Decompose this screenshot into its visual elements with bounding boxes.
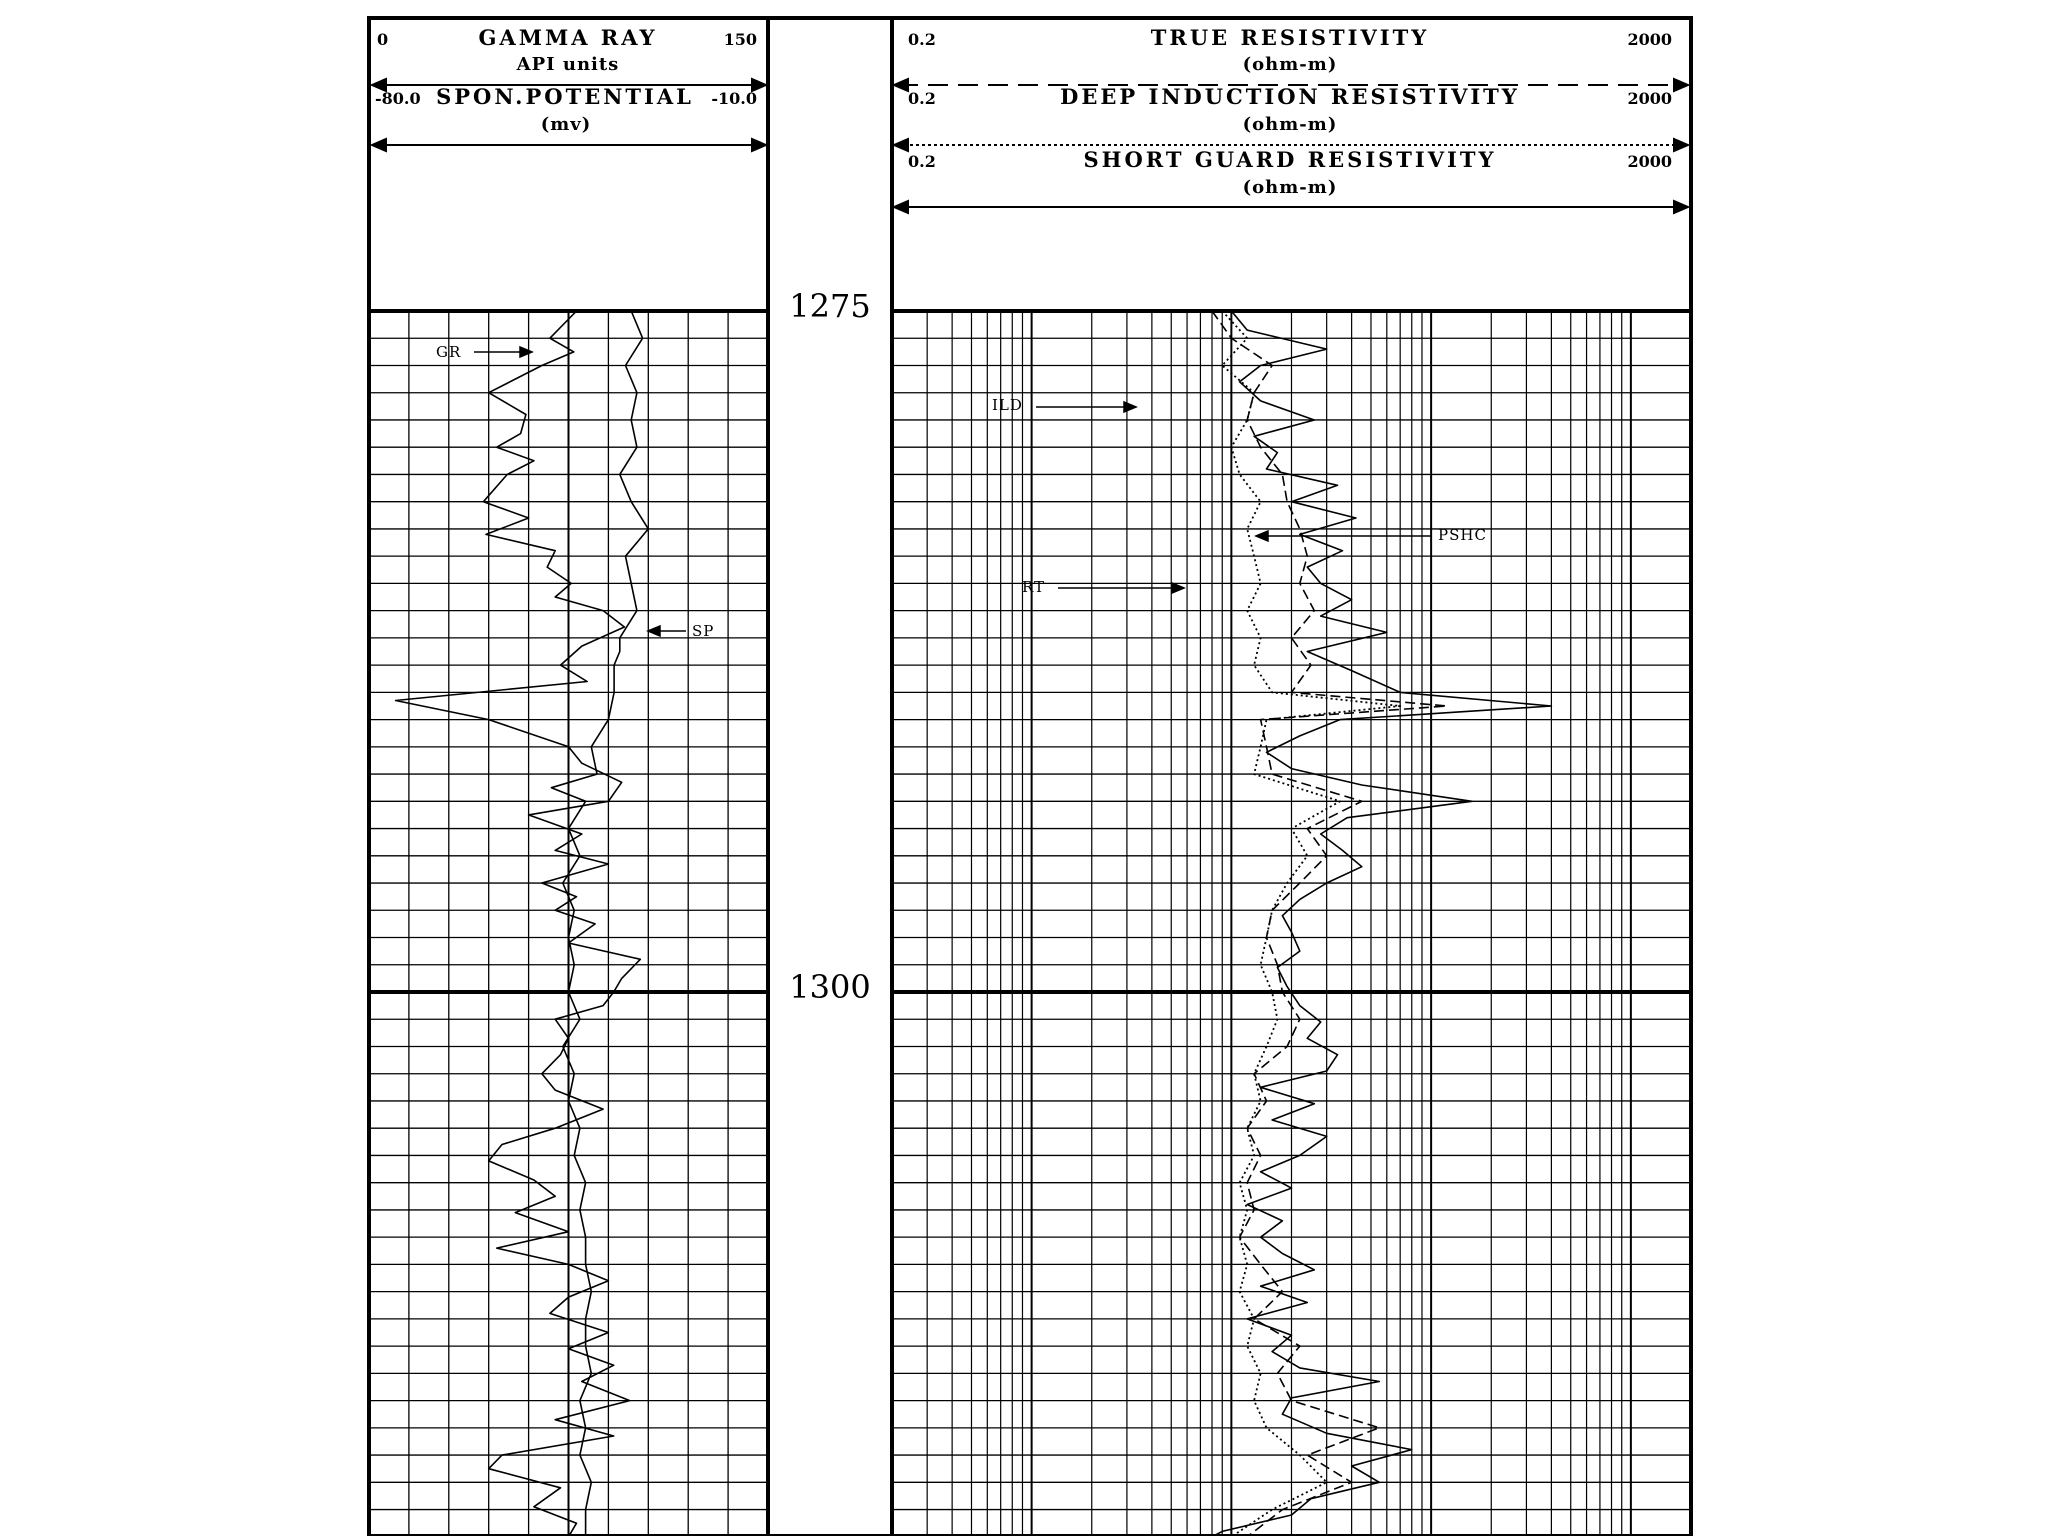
sp-callout-label: SP: [692, 622, 715, 640]
true-resistivity-max-label: 2000: [1627, 30, 1672, 49]
true-resistivity-unit: (ohm-m): [1242, 54, 1338, 75]
gr-callout-arrow: [474, 347, 532, 357]
log-frame: [369, 18, 1691, 1536]
track1-grid: [369, 311, 768, 1536]
track1-header: [372, 25, 766, 151]
ild-callout-arrow: [1036, 402, 1136, 412]
pshc-callout-label: PSHC: [1438, 526, 1487, 544]
track2-header: [894, 25, 1688, 213]
true-resistivity-min-label: 0.2: [908, 30, 936, 49]
short-guard-min-label: 0.2: [908, 152, 936, 171]
sp-callout-arrow: [648, 626, 686, 636]
sp-scale-arrow: [372, 139, 766, 151]
gamma-ray-max-label: 150: [723, 30, 757, 49]
frame-border: [369, 18, 1691, 1536]
deep-induction-max-label: 2000: [1627, 89, 1672, 108]
deep-induction-min-label: 0.2: [908, 89, 936, 108]
mnemonic-callouts: [436, 343, 1487, 640]
depth-label-1275: 1275: [789, 287, 871, 325]
ild-callout-label: ILD: [992, 396, 1023, 414]
short-guard-unit: (ohm-m): [1242, 177, 1338, 198]
deep-induction-title: DEEP INDUCTION RESISTIVITY: [1060, 84, 1520, 109]
true-resistivity-title: TRUE RESISTIVITY: [1150, 25, 1430, 50]
sp-title: SPON.POTENTIAL: [436, 84, 694, 109]
gamma-ray-curve: [396, 311, 641, 1536]
rt-callout-arrow: [1058, 583, 1184, 593]
sp-unit: (mv): [540, 114, 592, 135]
short-guard-max-label: 2000: [1627, 152, 1672, 171]
spon-potential-curve: [551, 311, 648, 1536]
depth-label-1300: 1300: [789, 968, 871, 1006]
rt-callout-label: RT: [1022, 578, 1046, 596]
sp-max-label: -10.0: [711, 89, 757, 108]
gamma-ray-min-label: 0: [377, 30, 389, 49]
short-guard-title: SHORT GUARD RESISTIVITY: [1083, 147, 1497, 172]
short-guard-curve: [1212, 311, 1551, 1536]
gr-callout-label: GR: [436, 343, 462, 361]
gamma-ray-unit: API units: [516, 54, 620, 75]
pshc-callout-arrow: [1256, 531, 1432, 541]
short-guard-scale-arrow: [894, 201, 1688, 213]
deep-induction-unit: (ohm-m): [1242, 114, 1338, 135]
gamma-ray-title: GAMMA RAY: [478, 25, 658, 50]
track2-grid: [892, 311, 1691, 1536]
sp-min-label: -80.0: [375, 89, 421, 108]
